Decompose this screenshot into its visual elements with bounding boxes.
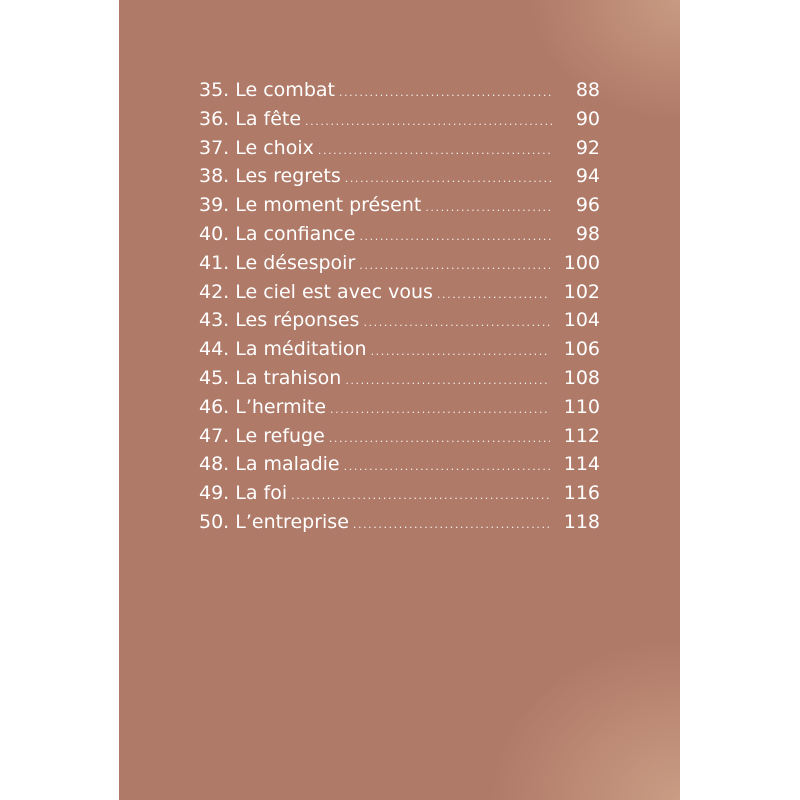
entry-page-number: 96 <box>575 194 600 217</box>
entry-title: 36. La fête <box>199 107 302 130</box>
table-of-contents <box>199 76 600 537</box>
dot-leader <box>345 165 552 194</box>
toc-entry <box>199 364 600 393</box>
dot-leader <box>330 396 550 425</box>
entry-page-number: 102 <box>563 280 600 303</box>
entry-title: 41. Le désespoir <box>199 251 356 274</box>
toc-entry <box>199 76 600 105</box>
entry-title: 48. La maladie <box>199 453 340 476</box>
toc-entry <box>199 162 600 191</box>
entry-page-number: 94 <box>575 165 600 188</box>
dot-leader <box>318 137 552 166</box>
entry-title: 43. Les réponses <box>199 309 360 332</box>
entry-title: 45. La trahison <box>199 366 342 389</box>
dot-leader <box>359 223 552 252</box>
entry-page-number: 108 <box>563 366 600 389</box>
entry-page-number: 100 <box>563 251 600 274</box>
dot-leader <box>359 252 549 281</box>
toc-entry <box>199 450 600 479</box>
entry-page-number: 116 <box>563 482 600 505</box>
entry-page-number: 106 <box>563 338 600 361</box>
dot-leader <box>344 453 550 482</box>
dot-leader <box>329 425 550 454</box>
entry-title: 42. Le ciel est avec vous <box>199 280 433 303</box>
entry-title: 46. L’hermite <box>199 395 327 418</box>
toc-entry <box>199 105 600 134</box>
entry-page-number: 98 <box>575 222 600 245</box>
dot-leader <box>291 482 550 511</box>
dot-leader <box>339 79 552 108</box>
toc-entry <box>199 479 600 508</box>
entry-title: 49. La foi <box>199 482 288 505</box>
entry-title: 44. La méditation <box>199 338 367 361</box>
entry-page-number: 88 <box>575 79 600 101</box>
entry-page-number: 114 <box>563 453 600 476</box>
dot-leader <box>425 194 552 223</box>
entry-page-number: 112 <box>563 424 600 447</box>
dot-leader <box>371 338 550 367</box>
entry-title: 47. Le refuge <box>199 424 325 447</box>
toc-entry <box>199 306 600 335</box>
toc-entry <box>199 249 600 278</box>
entry-title: 50. L’entreprise <box>199 510 349 533</box>
dot-leader <box>305 108 552 137</box>
dot-leader <box>363 309 549 338</box>
entry-title: 39. Le moment présent <box>199 194 422 217</box>
entry-page-number: 110 <box>563 395 600 418</box>
toc-entry <box>199 393 600 422</box>
dot-leader <box>353 511 550 540</box>
book-page <box>119 0 680 800</box>
entry-title: 37. Le choix <box>199 136 314 159</box>
entry-title: 40. La confiance <box>199 222 356 245</box>
toc-entry <box>199 422 600 451</box>
entry-title: 35. Le combat <box>199 79 335 101</box>
dot-leader <box>345 367 549 396</box>
entry-page-number: 92 <box>575 136 600 159</box>
toc-entry <box>199 220 600 249</box>
entry-page-number: 90 <box>575 107 600 130</box>
dot-leader <box>437 281 550 310</box>
toc-entry <box>199 191 600 220</box>
toc-entry <box>199 508 600 537</box>
toc-entry <box>199 134 600 163</box>
toc-entry <box>199 335 600 364</box>
entry-title: 38. Les regrets <box>199 165 341 188</box>
entry-page-number: 104 <box>563 309 600 332</box>
entry-page-number: 118 <box>563 510 600 533</box>
toc-entry <box>199 278 600 307</box>
